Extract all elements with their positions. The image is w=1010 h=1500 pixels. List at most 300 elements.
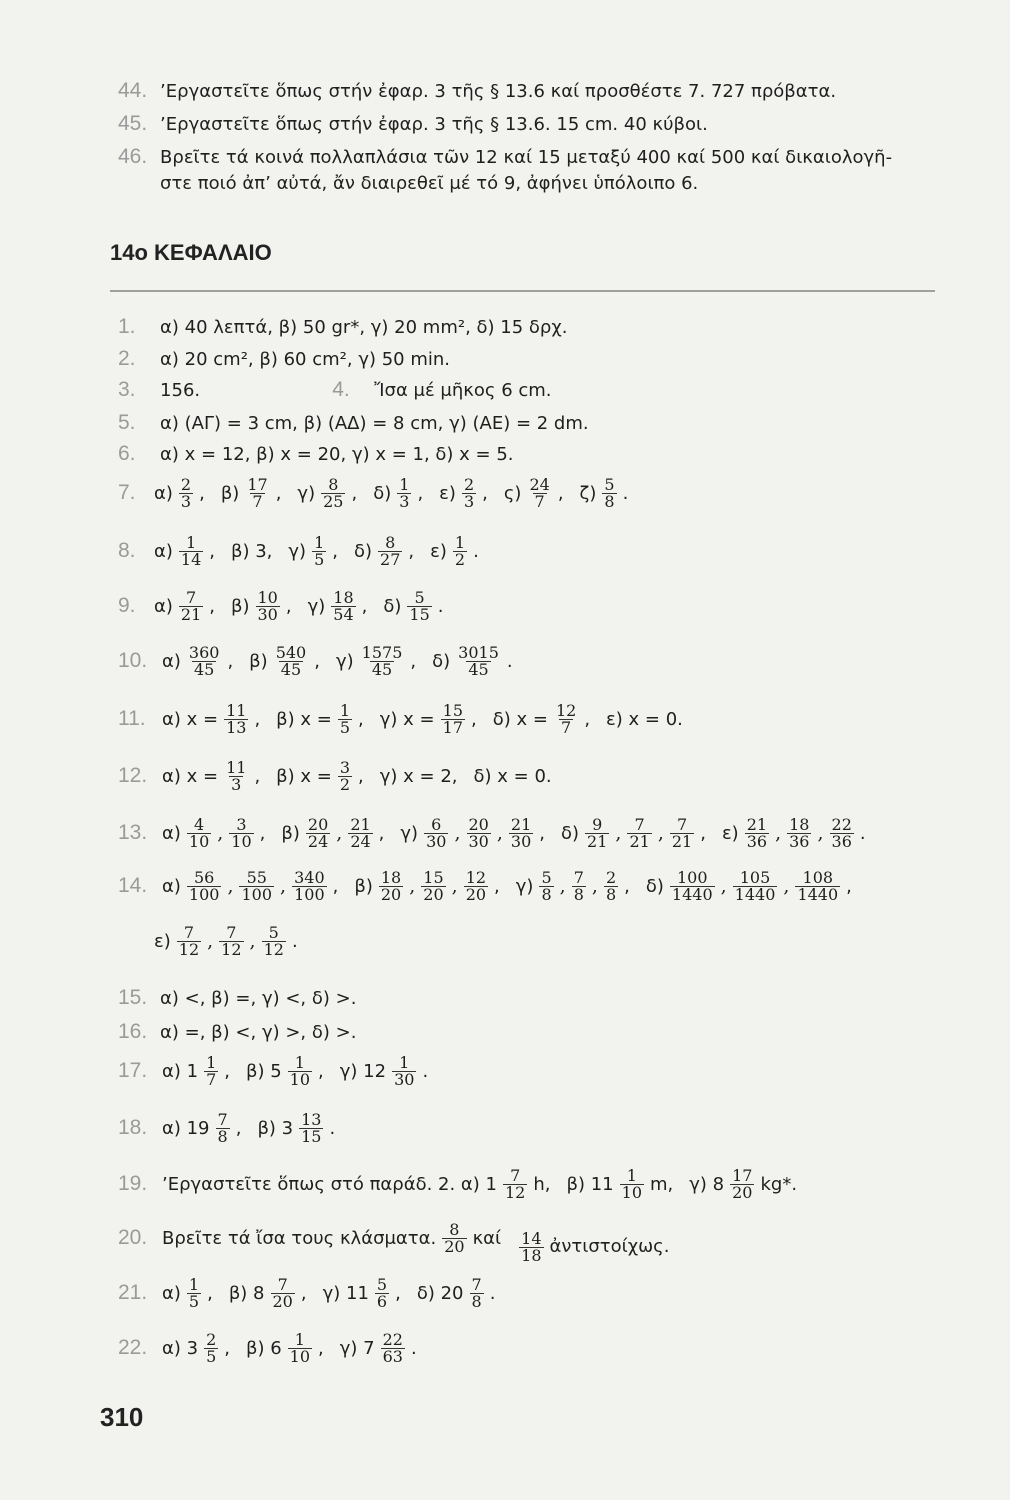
part-label: δ) x = 0. (473, 765, 552, 787)
part-label: γ) 11 (322, 1282, 369, 1304)
denominator: 30 (426, 832, 447, 851)
fraction (627, 817, 651, 850)
separator: , (559, 875, 566, 898)
answer-part (567, 1168, 674, 1201)
part-end: , (275, 482, 282, 504)
part-label: ε) (439, 482, 456, 504)
numerator: 21 (350, 815, 371, 834)
page-number: 310 (100, 1402, 144, 1432)
fraction (204, 1055, 218, 1088)
fraction (375, 1277, 389, 1310)
numerator: 56 (193, 868, 215, 887)
answer-part (383, 590, 443, 623)
numerator: 20 (468, 815, 489, 834)
denominator: 8 (573, 885, 584, 904)
answer-part (504, 477, 564, 510)
item-number: 46. (118, 145, 148, 168)
denominator: 7 (252, 492, 263, 511)
denominator: 10 (289, 1070, 311, 1089)
fraction (421, 870, 445, 903)
separator: , (496, 822, 503, 845)
denominator: 7 (534, 492, 545, 511)
item-number: 15. (118, 986, 148, 1009)
part-label: ’Εργαστεῖτε ὅπως στό παράδ. 2. α) 1 (162, 1173, 497, 1195)
denominator: 17 (442, 718, 463, 737)
part-label: δ) (383, 595, 402, 617)
numerator: 2 (206, 1330, 217, 1349)
fraction (733, 870, 778, 903)
fraction (464, 870, 488, 903)
denominator: 100 (188, 885, 220, 904)
fraction (397, 477, 411, 510)
part-end: . (489, 1282, 496, 1304)
part-end: , (584, 708, 591, 730)
answer-14-continued (118, 925, 298, 958)
part-label: β) (281, 822, 300, 844)
answer-part (162, 870, 338, 903)
part-end: , (395, 1282, 401, 1304)
denominator: 36 (789, 832, 810, 851)
answer-15 (118, 985, 356, 1010)
denominator: 20 (423, 885, 444, 904)
numerator: 5 (604, 475, 615, 494)
answer-9 (118, 590, 444, 623)
fraction (441, 703, 465, 736)
numerator: 1 (185, 533, 197, 552)
part-label: ζ) (579, 482, 597, 504)
fraction (348, 817, 372, 850)
numerator: 7 (634, 815, 645, 834)
answer-text: ’Εργαστεῖτε ὅπως στήν ἐφαρ. 3 τῆς § 13.6 καί προσθέστε 7. 727 πρόβατα. (160, 81, 837, 102)
part-label: ε) (154, 930, 171, 952)
answer-10 (118, 645, 513, 678)
denominator: 10 (188, 832, 210, 851)
answer-part (162, 1222, 501, 1255)
denominator: 8 (604, 492, 615, 511)
answer-part (722, 817, 866, 850)
denominator: 21 (671, 832, 693, 851)
separator: , (280, 875, 287, 898)
denominator: 8 (471, 1292, 482, 1311)
part-label: γ) (297, 482, 316, 504)
numerator: 7 (676, 815, 688, 834)
fraction (187, 817, 211, 850)
part-label: ε) (721, 822, 739, 844)
part-label: ε) (430, 540, 447, 562)
denominator: 3 (399, 492, 410, 511)
denominator: 1440 (671, 885, 713, 904)
numerator: 11 (226, 701, 247, 720)
numerator: 1 (626, 1166, 637, 1185)
fraction (424, 817, 448, 850)
answer-2 (118, 346, 450, 371)
denominator: 10 (621, 1183, 642, 1202)
numerator: 10 (257, 588, 278, 607)
numerator: 5 (414, 588, 425, 607)
numerator: 100 (676, 868, 708, 887)
answer-13 (118, 817, 866, 850)
numerator: 1 (294, 1053, 305, 1072)
denominator: 100 (294, 885, 325, 904)
denominator: 12 (221, 940, 242, 959)
fraction (187, 645, 222, 678)
item-number: 22. (118, 1335, 148, 1359)
answer-8 (118, 535, 479, 568)
part-label: β) x = (276, 708, 332, 730)
part-label: α) (154, 482, 173, 504)
denominator: 21 (180, 605, 202, 624)
part-end: , (199, 482, 205, 504)
part-end: , (410, 650, 417, 672)
denominator: 20 (465, 885, 487, 904)
numerator: 12 (555, 701, 577, 720)
part-end: καί (472, 1227, 502, 1249)
part-end: , (259, 822, 266, 844)
numerator: 18 (789, 815, 810, 834)
numerator: 7 (277, 1275, 288, 1294)
answer-part (154, 535, 215, 568)
part-end: . (859, 822, 866, 844)
denominator: 24 (350, 832, 371, 851)
numerator: 15 (442, 701, 463, 720)
answer-46-continued (118, 172, 698, 195)
part-label: α) 19 (162, 1117, 210, 1139)
fraction (442, 1222, 466, 1255)
separator: , (249, 930, 256, 953)
separator: , (454, 822, 461, 845)
part-end: , (846, 875, 852, 897)
numerator: 22 (831, 815, 852, 834)
separator: , (451, 875, 458, 898)
fraction (179, 590, 203, 623)
numerator: 1 (206, 1053, 217, 1072)
separator: , (657, 822, 664, 845)
part-end: , (224, 1060, 230, 1082)
denominator: 25 (323, 492, 344, 511)
answer-part (354, 870, 499, 903)
fraction (331, 590, 355, 623)
fraction (306, 817, 330, 850)
answer-12 (118, 760, 552, 793)
numerator: 4 (193, 815, 205, 834)
answer-text: στε ποιό ἀπ’ αὐτά, ἄν διαιρεθεῖ μέ τό 9, ἀφήνει ὑπόλοιπο 6. (160, 173, 699, 194)
numerator: 1 (339, 701, 351, 720)
part-end: , (254, 708, 261, 730)
separator: , (217, 822, 224, 845)
part-end: , (314, 650, 320, 672)
denominator: 13 (226, 718, 247, 737)
denominator: 30 (468, 832, 489, 851)
fraction (462, 477, 476, 510)
answer-11 (118, 703, 683, 736)
part-label: δ) (645, 875, 664, 897)
numerator: 7 (183, 923, 195, 942)
part-end: , (254, 765, 261, 787)
numerator: 17 (247, 475, 268, 494)
denominator: 20 (272, 1292, 293, 1311)
part-label: γ) x = (379, 708, 435, 730)
fraction (456, 645, 501, 678)
numerator: 7 (185, 588, 197, 607)
item-number: 19. (118, 1171, 148, 1195)
fraction (527, 477, 551, 510)
answer-part (580, 477, 629, 510)
denominator: 63 (382, 1347, 403, 1366)
part-label: α) (162, 822, 181, 844)
numerator: 2 (180, 475, 192, 494)
part-end: , (332, 540, 338, 562)
part-end: , (557, 482, 564, 504)
part-label: δ) 20 (416, 1282, 464, 1304)
denominator: 27 (380, 550, 401, 569)
item-number: 45. (118, 112, 148, 135)
part-label: α) x = (162, 765, 219, 787)
denominator: 12 (505, 1183, 526, 1202)
numerator: 9 (592, 815, 603, 834)
numerator: 11 (226, 758, 247, 777)
numerator: 8 (449, 1220, 460, 1239)
fraction (338, 760, 352, 793)
denominator: 30 (394, 1070, 415, 1089)
answer-17 (118, 1055, 428, 1088)
denominator: 54 (333, 605, 354, 624)
part-label: ε) x = 0. (606, 708, 683, 730)
item-number: 11. (118, 706, 146, 730)
answer-text: α) 40 λεπτά, β) 50 gr*, γ) 20 mm², δ) 15 δρχ. (160, 317, 568, 338)
part-label: α) (162, 650, 181, 672)
part-label: α) (154, 540, 173, 562)
part-label: ς) (503, 482, 522, 504)
numerator: 12 (465, 868, 487, 887)
numerator: 108 (802, 868, 834, 887)
part-end: , (318, 1060, 324, 1082)
part-end: , (471, 708, 477, 730)
part-label: β) (220, 482, 240, 504)
answer-text: Βρεῖτε τά κοινά πολλαπλάσια τῶν 12 καί 15 μεταξύ 400 καί 500 καί δικαιολογῆ- (160, 147, 893, 168)
numerator: 7 (226, 923, 237, 942)
part-end: . (622, 482, 629, 504)
part-end: , (332, 875, 339, 897)
fraction (245, 477, 269, 510)
denominator: 45 (280, 660, 302, 679)
answer-part (162, 1277, 213, 1310)
item-number: 1. (118, 315, 136, 338)
denominator: 8 (217, 1127, 228, 1146)
part-end: , (358, 765, 364, 787)
denominator: 5 (188, 1292, 200, 1311)
part-label: α) 3 (162, 1337, 199, 1359)
answer-part (517, 1228, 670, 1265)
fraction (787, 817, 811, 850)
answer-part (297, 477, 357, 510)
denominator: 10 (231, 832, 252, 851)
part-label: δ) (354, 540, 373, 562)
denominator: 45 (193, 660, 215, 679)
denominator: 12 (263, 940, 284, 959)
numerator: 360 (188, 643, 220, 662)
numerator: 1 (294, 1330, 305, 1349)
answer-part (432, 645, 513, 678)
item-number: 2. (118, 347, 136, 370)
answer-14 (118, 870, 852, 903)
fraction (407, 590, 431, 623)
numerator: 3 (236, 815, 247, 834)
fraction (204, 1332, 218, 1365)
answer-part (281, 817, 384, 850)
separator: , (783, 875, 790, 898)
numerator: 22 (382, 1330, 403, 1349)
denominator: 20 (380, 885, 402, 904)
part-end: m, (650, 1173, 674, 1195)
answer-16 (118, 1019, 356, 1044)
fraction (216, 1112, 230, 1145)
answer-part (162, 1168, 551, 1201)
answer-part (354, 535, 414, 568)
denominator: 18 (521, 1245, 542, 1265)
answer-1 (118, 314, 567, 339)
answer-part (380, 766, 458, 788)
numerator: 540 (275, 643, 307, 662)
fraction (187, 870, 222, 903)
answer-part (162, 1055, 230, 1088)
numerator: 15 (423, 868, 444, 887)
fraction (360, 645, 405, 678)
item-number: 14. (118, 873, 148, 897)
item-number: 4. (332, 378, 350, 401)
item-number: 8. (118, 538, 136, 562)
answer-text: α) 20 cm², β) 60 cm², γ) 50 min. (160, 349, 451, 370)
numerator: 3 (339, 758, 351, 777)
fraction (379, 870, 403, 903)
numerator: 1 (454, 533, 466, 552)
answer-text: α) =, β) <, γ) >, δ) >. (160, 1022, 357, 1043)
fraction (179, 477, 193, 510)
fraction (745, 817, 769, 850)
part-end: , (209, 595, 215, 617)
denominator: 100 (241, 885, 273, 904)
fraction (187, 1277, 201, 1310)
part-end: , (285, 595, 292, 617)
denominator: 36 (746, 832, 768, 851)
fraction (519, 1228, 543, 1265)
chapter-title: 14ο ΚΕΦΑΛΑΙΟ (110, 240, 272, 265)
denominator: 3 (231, 775, 242, 794)
answer-part (276, 703, 364, 736)
item-number: 21. (118, 1280, 148, 1304)
denominator: 7 (561, 718, 572, 737)
part-label: γ) (400, 822, 419, 844)
answer-part (288, 535, 338, 568)
fraction (830, 817, 854, 850)
fraction (177, 925, 201, 958)
fraction (292, 870, 327, 903)
fraction (224, 703, 248, 736)
answer-part (400, 817, 545, 850)
numerator: 18 (333, 588, 354, 607)
numerator: 1 (188, 1275, 200, 1294)
denominator: 24 (307, 832, 329, 851)
part-label: β) (354, 875, 373, 897)
part-label: α) x = (162, 708, 219, 730)
answer-part (380, 703, 477, 736)
part-end: , (378, 822, 385, 844)
numerator: 3015 (458, 643, 499, 662)
part-end: , (358, 708, 364, 730)
fraction (219, 925, 243, 958)
denominator: 15 (301, 1127, 322, 1146)
answer-text: α) x = 12, β) x = 20, γ) x = 1, δ) x = 5. (160, 444, 514, 465)
answer-text: 156. (160, 380, 201, 401)
part-end: , (351, 482, 358, 504)
part-label: δ) (561, 822, 580, 844)
part-end: . (506, 650, 513, 672)
fraction (585, 817, 609, 850)
part-label: β) 6 (245, 1337, 282, 1359)
denominator: 3 (180, 492, 192, 511)
denominator: 5 (314, 550, 325, 569)
numerator: 2 (463, 475, 475, 494)
denominator: 1440 (734, 885, 776, 904)
numerator: 7 (510, 1166, 521, 1185)
numerator: 6 (431, 815, 442, 834)
separator: , (207, 930, 214, 953)
part-end: , (361, 595, 368, 617)
numerator: 13 (301, 1110, 322, 1129)
answer-part (249, 645, 320, 678)
answer-part (231, 590, 292, 623)
fraction (224, 760, 248, 793)
part-end: , (224, 1337, 230, 1359)
divider (110, 290, 935, 292)
answer-part (308, 590, 368, 623)
part-end: , (207, 1282, 213, 1304)
part-label: α) (154, 595, 173, 617)
answer-21 (118, 1277, 495, 1310)
answer-part (162, 760, 260, 793)
answer-part (689, 1168, 797, 1201)
numerator: 20 (307, 815, 329, 834)
fraction (239, 870, 274, 903)
part-label: β) 3 (257, 1117, 294, 1139)
answer-part (246, 1332, 324, 1365)
answer-part (493, 703, 590, 736)
fraction (453, 535, 467, 568)
denominator: 15 (409, 605, 430, 624)
fraction (467, 817, 491, 850)
denominator: 14 (180, 550, 202, 569)
numerator: 7 (573, 868, 584, 887)
item-number: 20. (118, 1225, 148, 1249)
answer-7 (118, 477, 628, 510)
item-number: 5. (118, 411, 136, 434)
denominator: 45 (468, 660, 489, 679)
item-number: 44. (118, 79, 148, 102)
fraction (256, 590, 280, 623)
part-label: δ) x = (492, 708, 548, 730)
part-label: α) 1 (162, 1060, 199, 1082)
answer-part (229, 1277, 307, 1310)
fraction (795, 870, 840, 903)
part-label: γ) 12 (339, 1060, 387, 1082)
answer-part (340, 1332, 417, 1365)
numerator: 18 (380, 868, 402, 887)
part-end: , (408, 540, 415, 562)
answer-20 (118, 1222, 669, 1264)
fraction (179, 535, 203, 568)
numerator: 17 (732, 1166, 753, 1185)
fraction (670, 817, 694, 850)
answer-text: α) <, β) =, γ) <, δ) >. (160, 988, 357, 1009)
